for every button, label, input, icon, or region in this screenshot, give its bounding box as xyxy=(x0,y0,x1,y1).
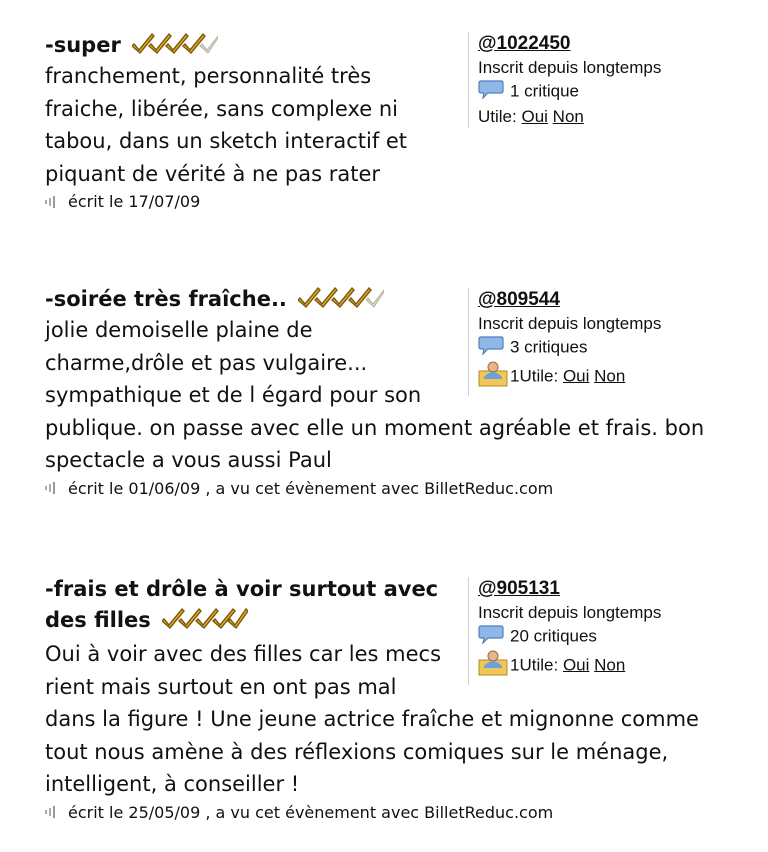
vote-no-link[interactable]: Non xyxy=(594,366,626,386)
review-meta: écrit le 17/07/09 xyxy=(45,191,745,214)
speaker-icon xyxy=(45,478,61,500)
review-meta: écrit le 25/05/09 , a vu cet évènement avec BilletReduc.com xyxy=(45,802,745,825)
review-title: -soirée très fraîche.. xyxy=(45,284,745,316)
critique-count: 1 critique xyxy=(478,79,738,105)
rating-stars xyxy=(298,286,384,316)
member-status: Inscrit depuis longtemps xyxy=(478,603,662,622)
user-folder-icon xyxy=(478,361,508,393)
useful-vote: 1Utile: Oui Non xyxy=(478,361,738,393)
useful-vote: 1Utile: Oui Non xyxy=(478,650,738,682)
speaker-icon xyxy=(45,192,61,214)
review-meta: écrit le 01/06/09 , a vu cet évènement avec BilletReduc.com xyxy=(45,478,745,501)
vote-yes-link[interactable]: Oui xyxy=(562,366,590,386)
review-text: Oui à voir avec des filles car les mecs rient mais surtout en ont pas mal dans la figure ! Une jeune actrice fraîche et mignonne comme tout nous amène à des réflexions comiques sur le ménage, intelligent, à conseiller ! xyxy=(45,642,699,796)
useful-vote: Utile: Oui Non xyxy=(478,107,584,126)
member-status: Inscrit depuis longtemps xyxy=(478,58,662,77)
comment-bubble-icon xyxy=(478,79,504,105)
comment-bubble-icon xyxy=(478,624,504,650)
review-text: franchement, personnalité très fraiche, libérée, sans complexe ni tabou, dans un sketch interactif et piquant de vérité à ne pas rater xyxy=(45,64,408,186)
reviewer-panel-2 xyxy=(468,288,738,396)
reviewer-link[interactable]: @905131 xyxy=(478,578,560,599)
critique-count: 20 critiques xyxy=(478,624,738,650)
reviewer-panel-3 xyxy=(468,577,738,685)
review-text: jolie demoiselle plaine de charme,drôle et pas vulgaire... sympathique et de l égard pour son publique. on passe avec elle un moment agréable et frais. bon spectacle a vous aussi Paul xyxy=(45,318,705,472)
critique-count: 3 critiques xyxy=(478,335,738,361)
comment-bubble-icon xyxy=(478,335,504,361)
review-title: -frais et drôle à voir surtout avec des filles xyxy=(45,574,745,638)
review-title: -super xyxy=(45,30,745,62)
user-folder-icon xyxy=(478,650,508,682)
speaker-icon xyxy=(45,802,61,824)
member-status: Inscrit depuis longtemps xyxy=(478,314,662,333)
vote-no-link[interactable]: Non xyxy=(594,655,626,675)
vote-no-link[interactable]: Non xyxy=(552,107,584,126)
reviewer-link[interactable]: @1022450 xyxy=(478,33,571,54)
reviewer-panel-1 xyxy=(468,32,738,128)
rating-stars xyxy=(132,32,218,62)
rating-stars xyxy=(162,607,248,638)
vote-yes-link[interactable]: Oui xyxy=(521,107,548,126)
vote-yes-link[interactable]: Oui xyxy=(562,655,590,675)
reviewer-link[interactable]: @809544 xyxy=(478,289,560,310)
